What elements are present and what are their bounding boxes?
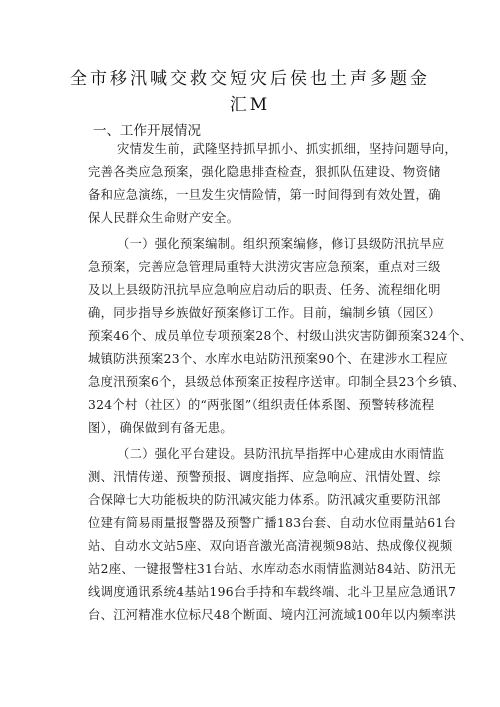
paragraph-line: （一）强化预案编制。组织预案编修，修订县级防汛抗旱应 [117, 237, 445, 251]
paragraph-line: 位建有简易雨量报警器及预警广播183台套、自动水位雨量站61台 [88, 516, 457, 530]
paragraph-line: 急度汛预案6个，县级总体预案正按程序送审。印制全县23个乡镇、 [88, 375, 466, 389]
paragraph-line: 及以上县级防汛抗旱应急响应启动后的职责、任务、流程细化明 [88, 283, 441, 297]
paragraph-line: 测、汛情传递、预警预报、调度指挥、应急响应、汛情处置、综 [88, 470, 441, 484]
paragraph-line: 急预案，完善应急管理局重特大洪涝灾害应急预案，重点对三级 [88, 260, 441, 274]
paragraph-line: 灾情发生前，武隆坚持抓早抓小、抓实抓细，坚持问题导向， [117, 142, 458, 156]
paragraph-line: 备和应急演练，一旦发生灾情险情，第一时间得到有效处置，确 [88, 188, 441, 202]
paragraph-line: 保人民群众生命财产安全。 [88, 211, 240, 225]
paragraph-line: 站2座、一键报警柱31台站、水库动态水雨情监测站84站、防汛无 [88, 562, 457, 576]
paragraph-line: 完善各类应急预案，强化隐患排查检查，狠抓队伍建设、物资储 [88, 165, 441, 179]
paragraph-line: 合保障七大功能板块的防汛减灾能力体系。防汛减灾重要防汛部 [88, 493, 441, 507]
paragraph-line: 台、江河精准水位标尺48个断面、境内江河流域100年以内频率洪 [88, 608, 457, 622]
paragraph-line: （二）强化平台建设。县防汛抗旱指挥中心建成由水雨情监 [117, 447, 445, 461]
paragraph-line: 线调度通讯系统4基站196台手持和车载终端、北斗卫星应急通讯7 [88, 585, 457, 599]
paragraph-line: 站、自动水文站5座、双向语音激光高清视频98站、热成像仪视频 [88, 539, 453, 553]
section-heading: 一、工作开展情况 [93, 123, 201, 139]
paragraph-line: 图），确保做到有备无患。 [88, 421, 234, 435]
paragraph-line: 城镇防洪预案23个、水库水电站防汛预案90个、在建涉水工程应 [88, 352, 449, 366]
paragraph-line: 确，同步指导乡族做好预案修订工作。目前，编制乡镇（园区） [88, 306, 441, 320]
document-title-line-1: 全市移汛喊交救交短灾后侯也土声多题金 [70, 69, 430, 89]
document-title-line-2: 汇M [229, 95, 271, 115]
paragraph-line: 324个村（社区）的“两张图”（组织责任体系图、预警转移流程 [88, 398, 435, 412]
paragraph-line: 预案46个、成员单位专项预案28个、村级山洪灾害防御预案324个、 [88, 329, 473, 343]
